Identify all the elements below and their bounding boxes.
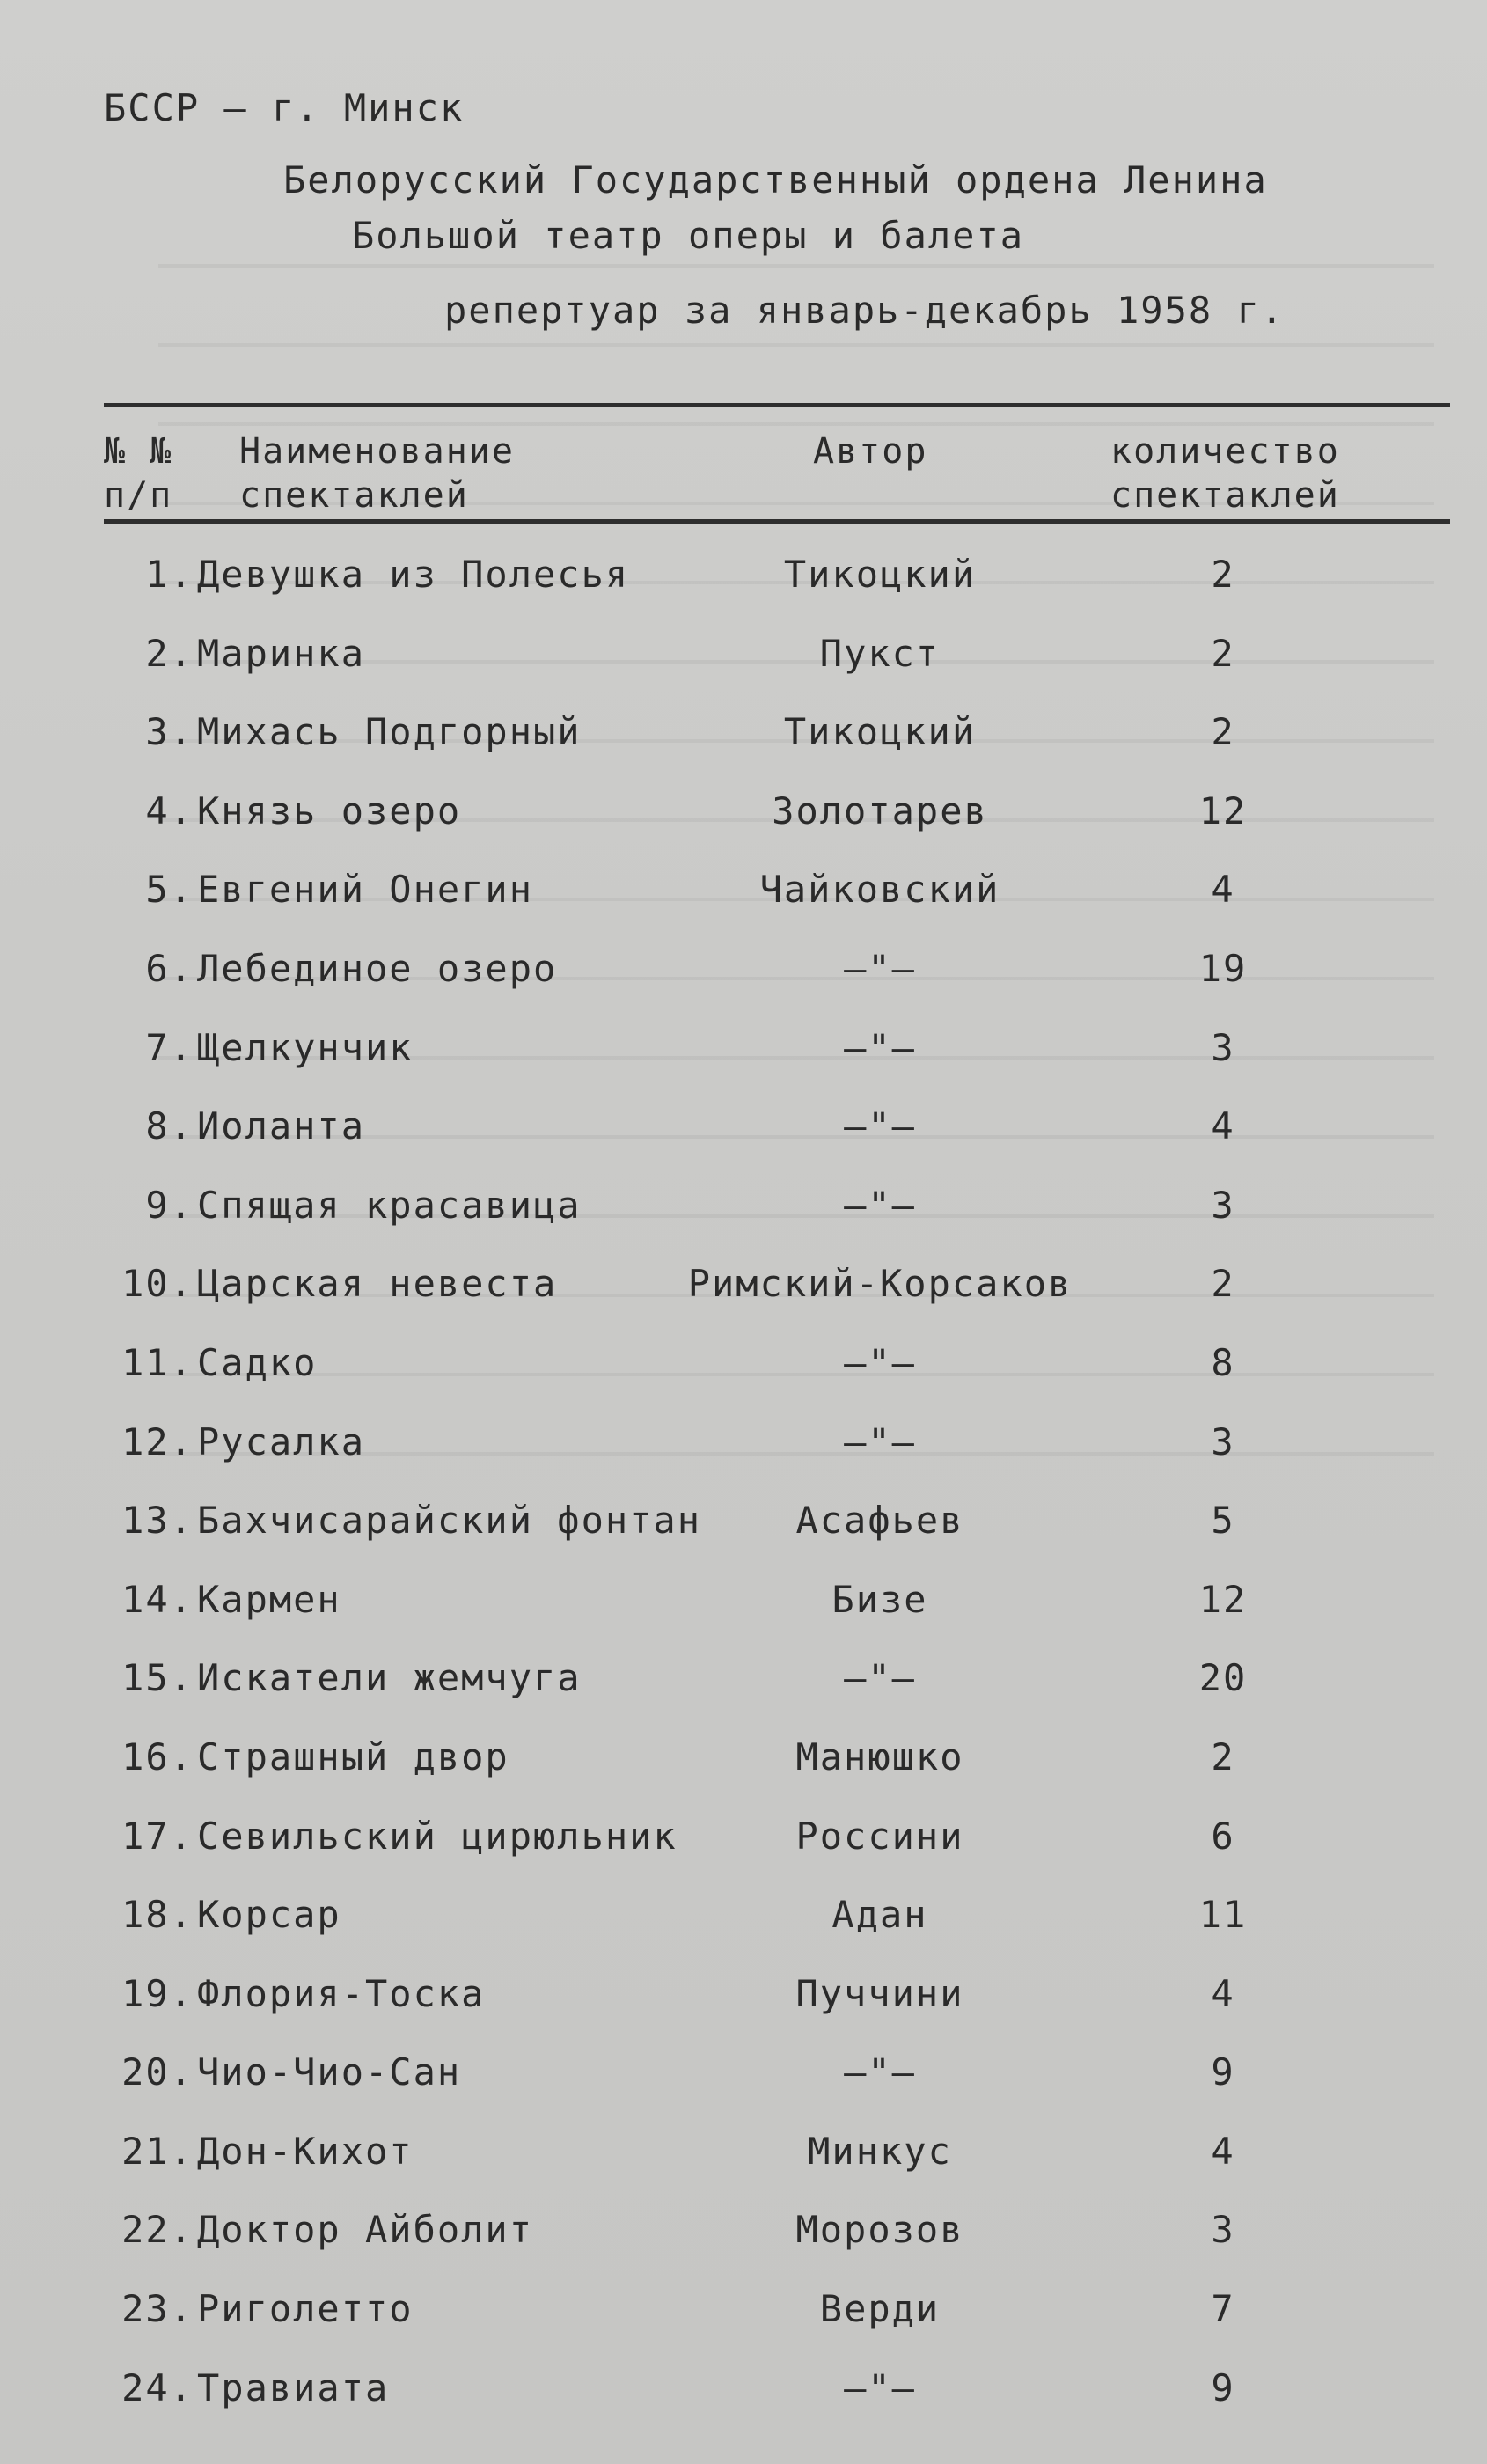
performance-count: 12	[1198, 788, 1248, 832]
table-row	[0, 789, 1487, 869]
author: Минкус	[808, 2129, 952, 2173]
row-number: 12.	[121, 1419, 194, 1463]
row-number: 1.	[145, 553, 194, 596]
table-header-rule	[104, 519, 1450, 524]
column-header-title	[239, 429, 515, 517]
row-number: 18.	[121, 1893, 194, 1937]
column-header-count-line2: спектаклей	[1110, 475, 1340, 516]
performance-title: Риголетто	[197, 2287, 414, 2331]
performance-count: 4	[1211, 1104, 1235, 1148]
row-number: 22.	[121, 2208, 194, 2252]
performance-title: Спящая красавица	[197, 1183, 582, 1227]
author: –"–	[844, 1025, 916, 1069]
theatre-title-line2: Большой театр оперы и балета	[352, 214, 1025, 257]
performance-count: 3	[1211, 1419, 1235, 1463]
performance-count: 2	[1211, 553, 1235, 596]
table-row	[0, 710, 1487, 789]
performance-title: Флория-Тоска	[197, 1971, 486, 2015]
author: Тикоцкий	[783, 710, 977, 754]
author: Морозов	[795, 2208, 964, 2252]
author: –"–	[844, 1183, 916, 1227]
performance-count: 3	[1211, 2208, 1235, 2252]
performance-title: Дон-Кихот	[197, 2129, 414, 2173]
performance-count: 3	[1211, 1025, 1235, 1069]
row-number: 7.	[145, 1025, 194, 1069]
performance-count: 19	[1198, 946, 1248, 990]
row-number: 24.	[121, 2365, 194, 2409]
table-row	[0, 1735, 1487, 1815]
performance-title: Маринка	[197, 631, 366, 675]
performance-count: 2	[1211, 631, 1235, 675]
table-row	[0, 868, 1487, 947]
row-number: 2.	[145, 631, 194, 675]
table-row	[0, 1578, 1487, 1657]
author: Золотарев	[772, 788, 988, 832]
row-number: 5.	[145, 868, 194, 912]
row-number: 15.	[121, 1656, 194, 1700]
column-header-count	[1110, 429, 1340, 517]
performance-count: 2	[1211, 1734, 1235, 1778]
author: Адан	[831, 1893, 928, 1937]
column-header-author: Автор	[813, 431, 928, 472]
repertoire-period: репертуар за январь-декабрь 1958 г.	[444, 289, 1286, 332]
column-header-count-line1: количество	[1110, 431, 1340, 472]
row-number: 23.	[121, 2287, 194, 2331]
table-row	[0, 1656, 1487, 1735]
author: –"–	[844, 1340, 916, 1384]
row-number: 11.	[121, 1340, 194, 1384]
author: Асафьев	[795, 1499, 964, 1543]
performance-title: Севильский цирюльник	[197, 1814, 678, 1858]
table-row	[0, 1184, 1487, 1263]
table-row	[0, 1262, 1487, 1341]
table-row	[0, 1104, 1487, 1184]
table-row	[0, 2130, 1487, 2209]
table-row	[0, 1972, 1487, 2051]
table-row	[0, 1893, 1487, 1972]
table-row	[0, 1815, 1487, 1894]
column-header-number-line2: п/п	[104, 475, 173, 516]
performance-title: Михась Подгорный	[197, 710, 582, 754]
performance-title: Девушка из Полесья	[197, 553, 630, 596]
row-number: 6.	[145, 946, 194, 990]
performance-title: Русалка	[197, 1419, 366, 1463]
performance-count: 6	[1211, 1814, 1235, 1858]
performance-title: Страшный двор	[197, 1734, 509, 1778]
column-header-number	[104, 429, 172, 517]
performance-count: 9	[1211, 2050, 1235, 2094]
table-top-rule	[104, 403, 1450, 407]
author: Пукст	[819, 631, 941, 675]
author: Верди	[819, 2287, 941, 2331]
row-number: 4.	[145, 788, 194, 832]
location-line: БССР – г. Минск	[104, 86, 465, 129]
author: Россини	[795, 1814, 964, 1858]
performance-title: Евгений Онегин	[197, 868, 534, 912]
performance-count: 20	[1198, 1656, 1248, 1700]
performance-title: Князь озеро	[197, 788, 462, 832]
row-number: 21.	[121, 2129, 194, 2173]
author: Тикоцкий	[783, 553, 977, 596]
performance-count: 3	[1211, 1183, 1235, 1227]
row-number: 13.	[121, 1499, 194, 1543]
table-row	[0, 632, 1487, 711]
performance-title: Искатели жемчуга	[197, 1656, 582, 1700]
row-number: 14.	[121, 1577, 194, 1621]
table-row	[0, 1499, 1487, 1578]
author: –"–	[844, 2050, 916, 2094]
author: –"–	[844, 1419, 916, 1463]
performance-count: 4	[1211, 1971, 1235, 2015]
row-number: 20.	[121, 2050, 194, 2094]
performance-title: Царская невеста	[197, 1262, 558, 1306]
performance-title: Лебединое озеро	[197, 946, 558, 990]
performance-count: 12	[1198, 1577, 1248, 1621]
performance-count: 7	[1211, 2287, 1235, 2331]
performance-title: Корсар	[197, 1893, 341, 1937]
row-number: 8.	[145, 1104, 194, 1148]
performance-title: Доктор Айболит	[197, 2208, 534, 2252]
author: –"–	[844, 2365, 916, 2409]
performance-title: Кармен	[197, 1577, 341, 1621]
performance-count: 11	[1198, 1893, 1248, 1937]
table-row	[0, 2366, 1487, 2446]
row-number: 17.	[121, 1814, 194, 1858]
author: Римский-Корсаков	[687, 1262, 1073, 1306]
table-row	[0, 1341, 1487, 1420]
performance-title: Щелкунчик	[197, 1025, 414, 1069]
row-number: 19.	[121, 1971, 194, 2015]
performance-title: Травиата	[197, 2365, 390, 2409]
performance-count: 5	[1211, 1499, 1235, 1543]
performance-title: Чио-Чио-Сан	[197, 2050, 462, 2094]
table-row	[0, 553, 1487, 632]
row-number: 10.	[121, 1262, 194, 1306]
row-number: 3.	[145, 710, 194, 754]
performance-title: Иоланта	[197, 1104, 366, 1148]
author: –"–	[844, 946, 916, 990]
column-header-number-line1: № №	[104, 431, 173, 472]
column-header-title-line1: Наименование	[239, 431, 515, 472]
author: Манюшко	[795, 1734, 964, 1778]
performance-title: Садко	[197, 1340, 318, 1384]
theatre-title-line1: Белорусский Государственный ордена Ленина	[283, 158, 1268, 202]
row-number: 9.	[145, 1183, 194, 1227]
performance-count: 9	[1211, 2365, 1235, 2409]
table-row	[0, 947, 1487, 1026]
author: Бизе	[831, 1577, 928, 1621]
author: –"–	[844, 1656, 916, 1700]
table-row	[0, 2050, 1487, 2130]
performance-count: 2	[1211, 1262, 1235, 1306]
table-row	[0, 1420, 1487, 1500]
table-row	[0, 2287, 1487, 2366]
performance-title: Бахчисарайский фонтан	[197, 1499, 702, 1543]
table-row	[0, 2208, 1487, 2287]
repertoire-table	[0, 553, 1487, 2445]
table-row	[0, 1026, 1487, 1105]
author: Пуччини	[795, 1971, 964, 2015]
performance-count: 4	[1211, 868, 1235, 912]
author: Чайковский	[759, 868, 1000, 912]
performance-count: 4	[1211, 2129, 1235, 2173]
row-number: 16.	[121, 1734, 194, 1778]
performance-count: 8	[1211, 1340, 1235, 1384]
column-header-title-line2: спектаклей	[239, 475, 469, 516]
performance-count: 2	[1211, 710, 1235, 754]
author: –"–	[844, 1104, 916, 1148]
